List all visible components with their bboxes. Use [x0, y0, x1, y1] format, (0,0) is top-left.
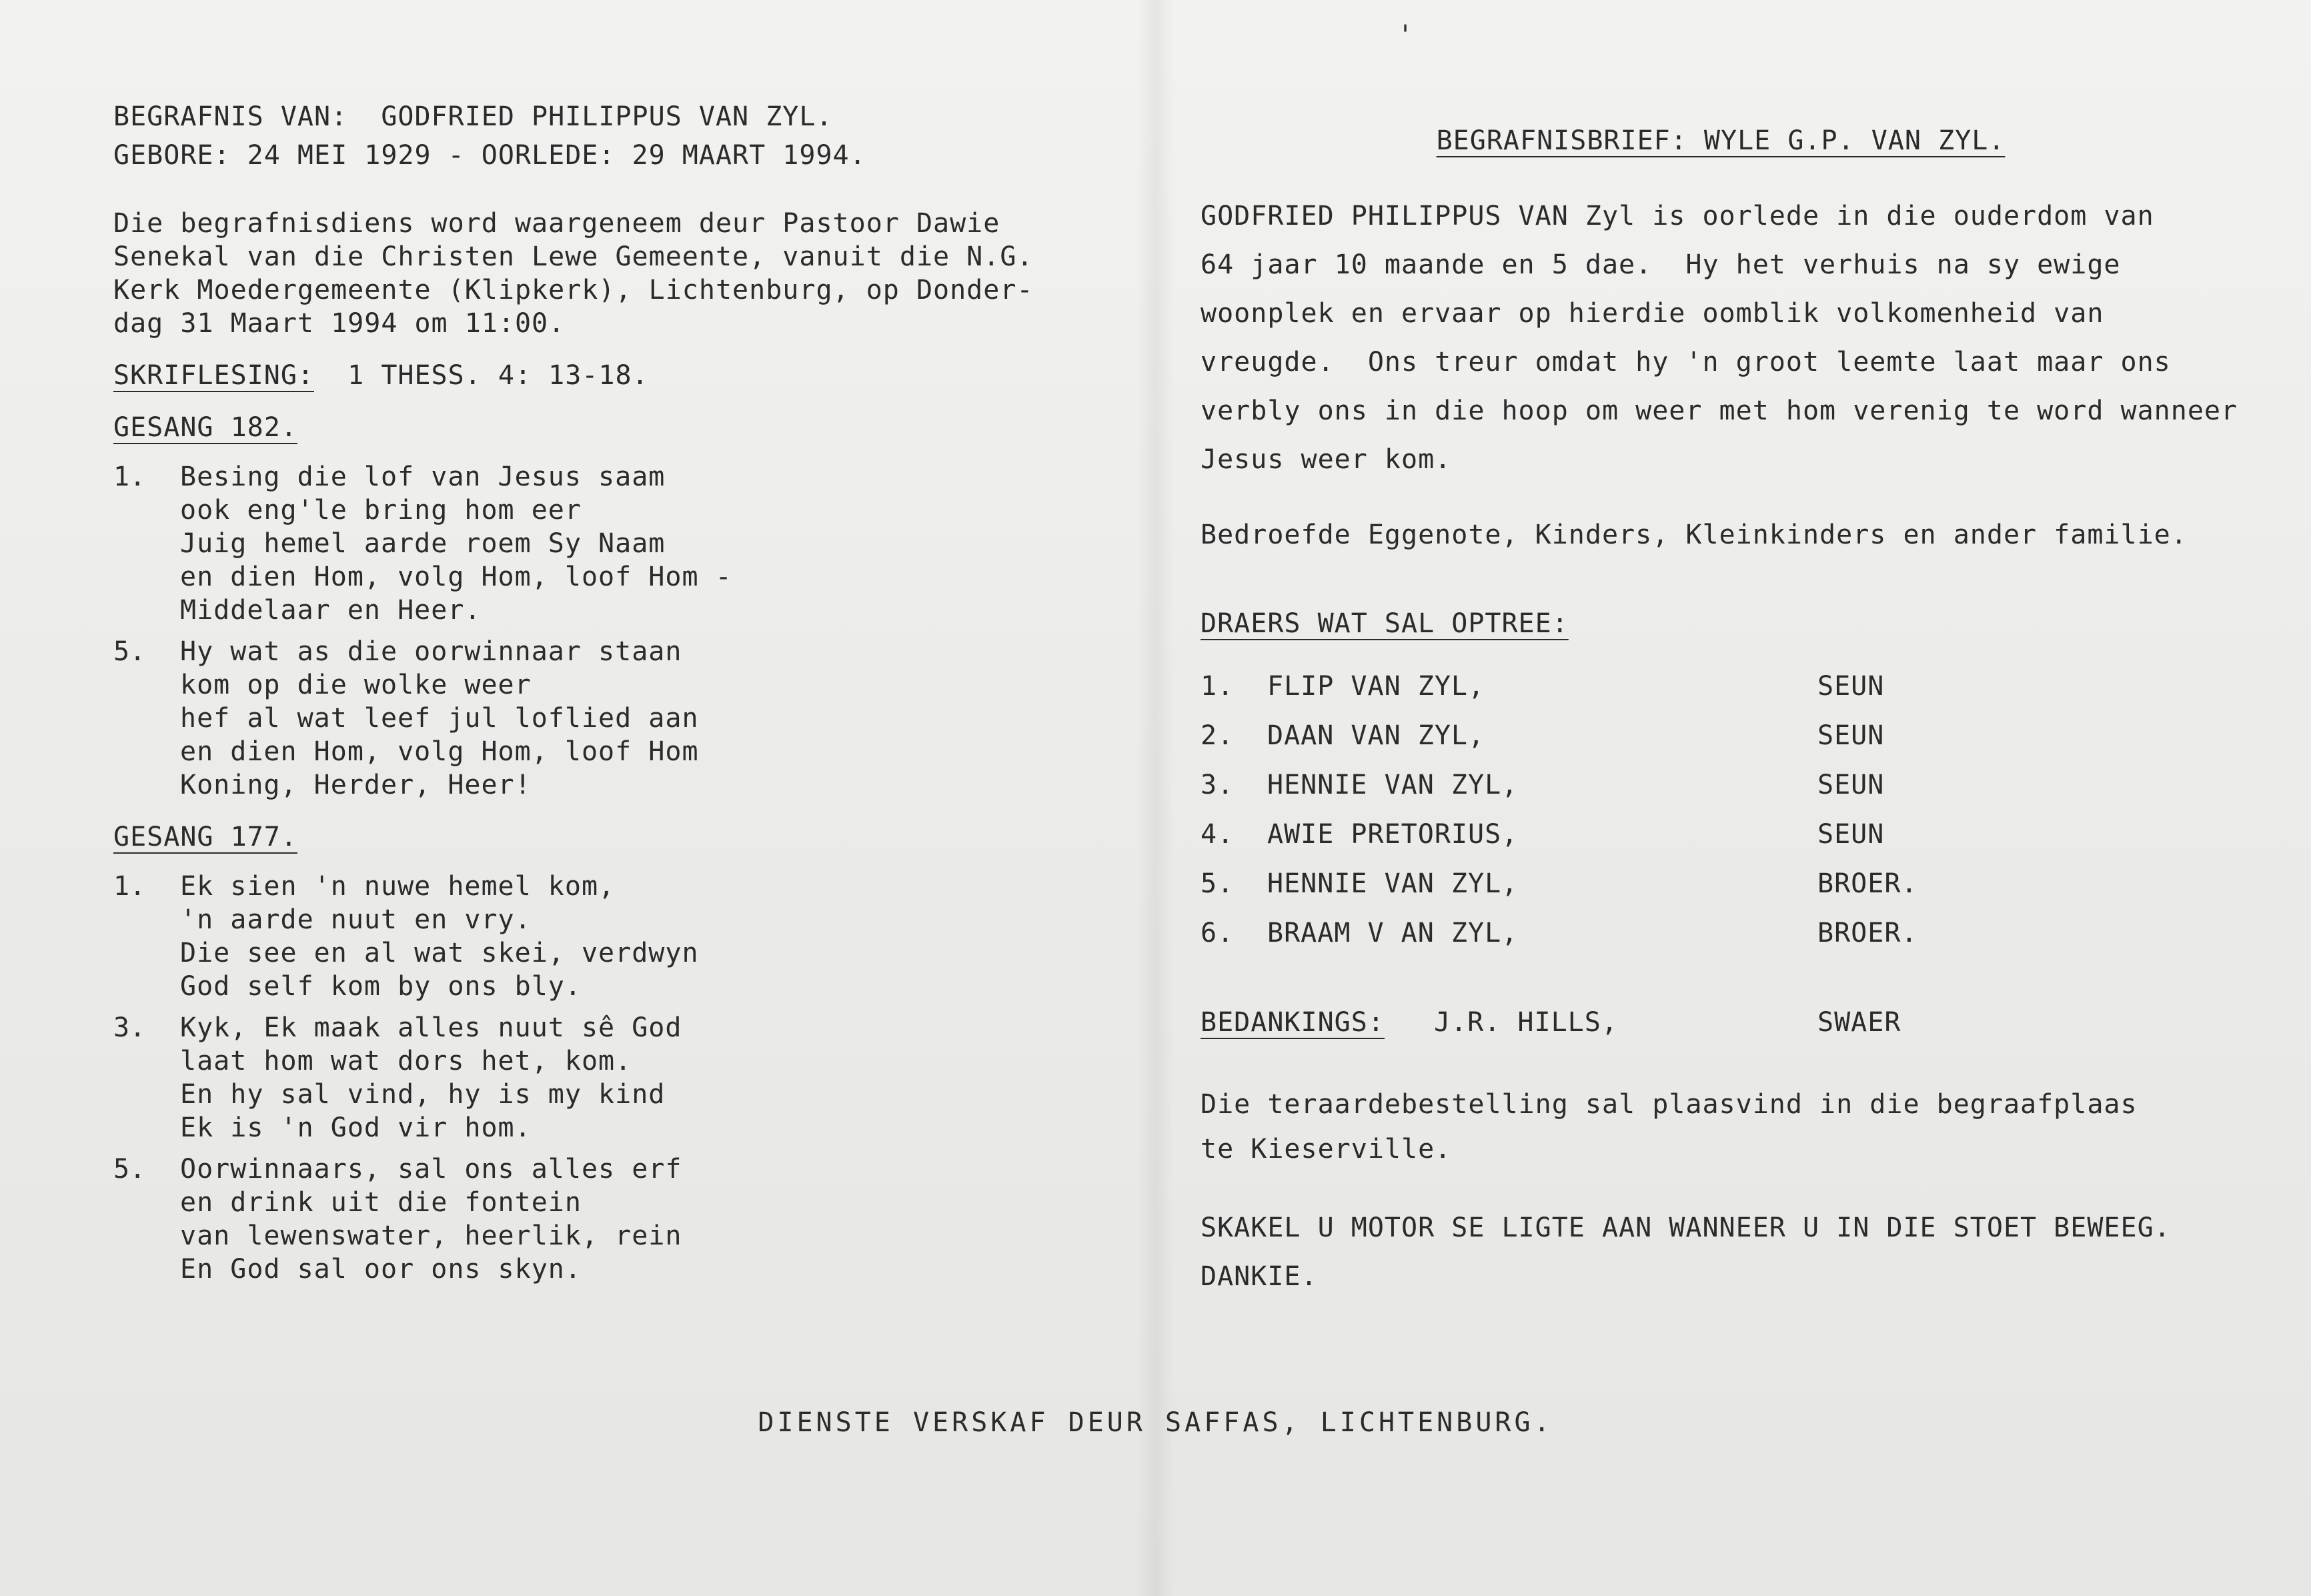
verse-line: Koning, Herder, Heer! — [180, 770, 532, 800]
verse-line: Oorwinnaars, sal ons alles erf — [180, 1154, 682, 1184]
pallbearer-row — [1201, 760, 2241, 810]
verse-number: 1. — [113, 871, 146, 902]
verse-line: 'n aarde nuut en vry. — [180, 904, 532, 935]
pallbearer-number: 1. — [1201, 671, 1235, 702]
pallbearer-number: 6. — [1201, 918, 1235, 948]
notice-line: DANKIE. — [1201, 1261, 1318, 1292]
obituary-paragraph — [1201, 192, 2241, 484]
verse-line: van lewenswater, heerlik, rein — [180, 1221, 682, 1251]
verse-lines — [180, 460, 1114, 627]
pallbearers-title-text: DRAERS WAT SAL OPTREE: — [1201, 608, 1569, 639]
verse-line: Die see en al wat skei, verdwyn — [180, 938, 699, 968]
burial-paragraph — [1201, 1080, 2241, 1174]
verse-lines — [180, 1011, 1114, 1144]
hymn-title-text: GESANG 182. — [113, 412, 297, 443]
pallbearer-relation: SEUN — [1817, 720, 1885, 751]
paragraph-line: Kerk Moedergemeente (Klipkerk), Lichtenburg, op Donder- — [113, 275, 1034, 305]
verse-line: Middelaar en Heer. — [180, 595, 482, 626]
pallbearer-name: AWIE PRETORIUS, — [1267, 819, 1519, 850]
verse-lines — [180, 1152, 1114, 1286]
verse-line: hef al wat leef jul loflied aan — [180, 703, 699, 734]
header-block — [113, 100, 1114, 172]
pallbearer-number: 4. — [1201, 819, 1235, 850]
obituary-line: GODFRIED PHILIPPUS VAN Zyl is oorlede in die ouderdom van — [1201, 201, 2154, 231]
verse-line: ook eng'le bring hom eer — [180, 495, 582, 526]
paragraph-line: Die begrafnisdiens word waargeneem deur Pastoor Dawie — [113, 208, 1000, 239]
pallbearer-row — [1201, 662, 2241, 711]
obituary-line: vreugde. Ons treur omdat hy 'n groot leemte laat maar ons — [1201, 347, 2171, 377]
stray-ink-mark: ' — [1397, 20, 1414, 51]
verse-line: God self kom by ons bly. — [180, 971, 582, 1002]
scripture-reference: 1 THESS. 4: 13-18. — [313, 360, 649, 391]
verse-number: 5. — [113, 636, 146, 667]
verse-number: 3. — [113, 1012, 146, 1043]
funeral-services-footer: DIENSTE VERSKAF DEUR SAFFAS, LICHTENBURG. — [758, 1407, 1553, 1438]
pallbearer-name: DAAN VAN ZYL, — [1267, 720, 1485, 751]
pallbearers-list — [1201, 662, 2241, 958]
hymn-title-text: GESANG 177. — [113, 822, 297, 852]
verse-line: Besing die lof van Jesus saam — [180, 462, 666, 492]
verse-line: Ek sien 'n nuwe hemel kom, — [180, 871, 616, 902]
verse-line: laat hom wat dors het, kom. — [180, 1046, 632, 1076]
pallbearers-title — [1201, 600, 2241, 648]
hymn-verse — [113, 460, 1114, 627]
thanks-row — [1201, 998, 2241, 1047]
pallbearer-number: 5. — [1201, 868, 1235, 899]
pallbearer-relation: BROER. — [1817, 918, 1918, 948]
pallbearer-name: HENNIE VAN ZYL, — [1267, 868, 1519, 899]
pallbearer-row — [1201, 711, 2241, 760]
pallbearer-name: BRAAM V AN ZYL, — [1267, 918, 1519, 948]
burial-line: te Kieserville. — [1201, 1134, 1452, 1164]
scripture-reading — [113, 359, 1114, 392]
hymns — [113, 411, 1114, 1286]
verse-line: Hy wat as die oorwinnaar staan — [180, 636, 682, 667]
obituary-line: 64 jaar 10 maande en 5 dae. Hy het verhuis na sy ewige — [1201, 249, 2121, 280]
thanks-relation: SWAER — [1817, 1007, 1901, 1038]
verse-line: Ek is 'n God vir hom. — [180, 1112, 532, 1143]
pallbearer-name: FLIP VAN ZYL, — [1267, 671, 1485, 702]
verse-line: en drink uit die fontein — [180, 1187, 582, 1218]
obituary-line: verbly ons in die hoop om weer met hom verenig te word wanneer — [1201, 395, 2238, 426]
hymn-verse — [113, 1011, 1114, 1144]
burial-line: Die teraardebestelling sal plaasvind in die begraafplaas — [1201, 1089, 2138, 1120]
hymn-title — [113, 820, 1114, 854]
right-column — [1201, 117, 2241, 1301]
pallbearer-relation: BROER. — [1817, 868, 1918, 899]
scripture-label: SKRIFLESING: — [113, 360, 314, 391]
hymn-title — [113, 411, 1114, 444]
verse-lines — [180, 635, 1114, 802]
dates-line: GEBORE: 24 MEI 1929 - OORLEDE: 29 MAART 1994. — [113, 140, 866, 171]
hymn-verse — [113, 635, 1114, 802]
pallbearer-row — [1201, 908, 2241, 958]
verse-number: 1. — [113, 462, 146, 492]
pallbearer-row — [1201, 810, 2241, 859]
obituary-line: Jesus weer kom. — [1201, 444, 1452, 475]
pallbearer-relation: SEUN — [1817, 770, 1885, 800]
verse-line: En hy sal vind, hy is my kind — [180, 1079, 666, 1110]
verse-line: Juig hemel aarde roem Sy Naam — [180, 528, 666, 559]
verse-line: en dien Hom, volg Hom, loof Hom - — [180, 562, 732, 592]
verse-line: Kyk, Ek maak alles nuut sê God — [180, 1012, 682, 1043]
letter-title-text: BEGRAFNISBRIEF: WYLE G.P. VAN ZYL. — [1436, 125, 2006, 156]
paragraph-line: dag 31 Maart 1994 om 11:00. — [113, 308, 566, 339]
service-paragraph — [113, 207, 1114, 340]
verse-line: kom op die wolke weer — [180, 670, 532, 700]
left-column — [113, 100, 1114, 1294]
paragraph-line: Senekal van die Christen Lewe Gemeente, vanuit die N.G. — [113, 241, 1034, 272]
verse-lines — [180, 870, 1114, 1003]
obituary-line: woonplek en ervaar op hierdie oomblik volkomenheid van — [1201, 298, 2104, 329]
verse-line: En God sal oor ons skyn. — [180, 1254, 582, 1285]
procession-notice — [1201, 1204, 2241, 1301]
pallbearer-name: HENNIE VAN ZYL, — [1267, 770, 1519, 800]
verse-line: en dien Hom, volg Hom, loof Hom — [180, 736, 699, 767]
hymn-verse — [113, 1152, 1114, 1286]
thanks-name: J.R. HILLS, — [1434, 1007, 1618, 1038]
verse-number: 5. — [113, 1154, 146, 1184]
pallbearer-relation: SEUN — [1817, 671, 1885, 702]
pallbearer-relation: SEUN — [1817, 819, 1885, 850]
bereaved-family: Bedroefde Eggenote, Kinders, Kleinkinders en ander familie. — [1201, 520, 2188, 550]
notice-line: SKAKEL U MOTOR SE LIGTE AAN WANNEER U IN DIE STOET BEWEEG. — [1201, 1213, 2171, 1243]
thanks-label: BEDANKINGS: — [1201, 1007, 1385, 1038]
deceased-name-line: BEGRAFNIS VAN: GODFRIED PHILIPPUS VAN ZYL. — [113, 101, 833, 132]
pallbearer-number: 3. — [1201, 770, 1235, 800]
pallbearer-row — [1201, 859, 2241, 908]
hymn-verse — [113, 870, 1114, 1003]
pallbearer-number: 2. — [1201, 720, 1235, 751]
letter-title — [1201, 117, 2241, 165]
